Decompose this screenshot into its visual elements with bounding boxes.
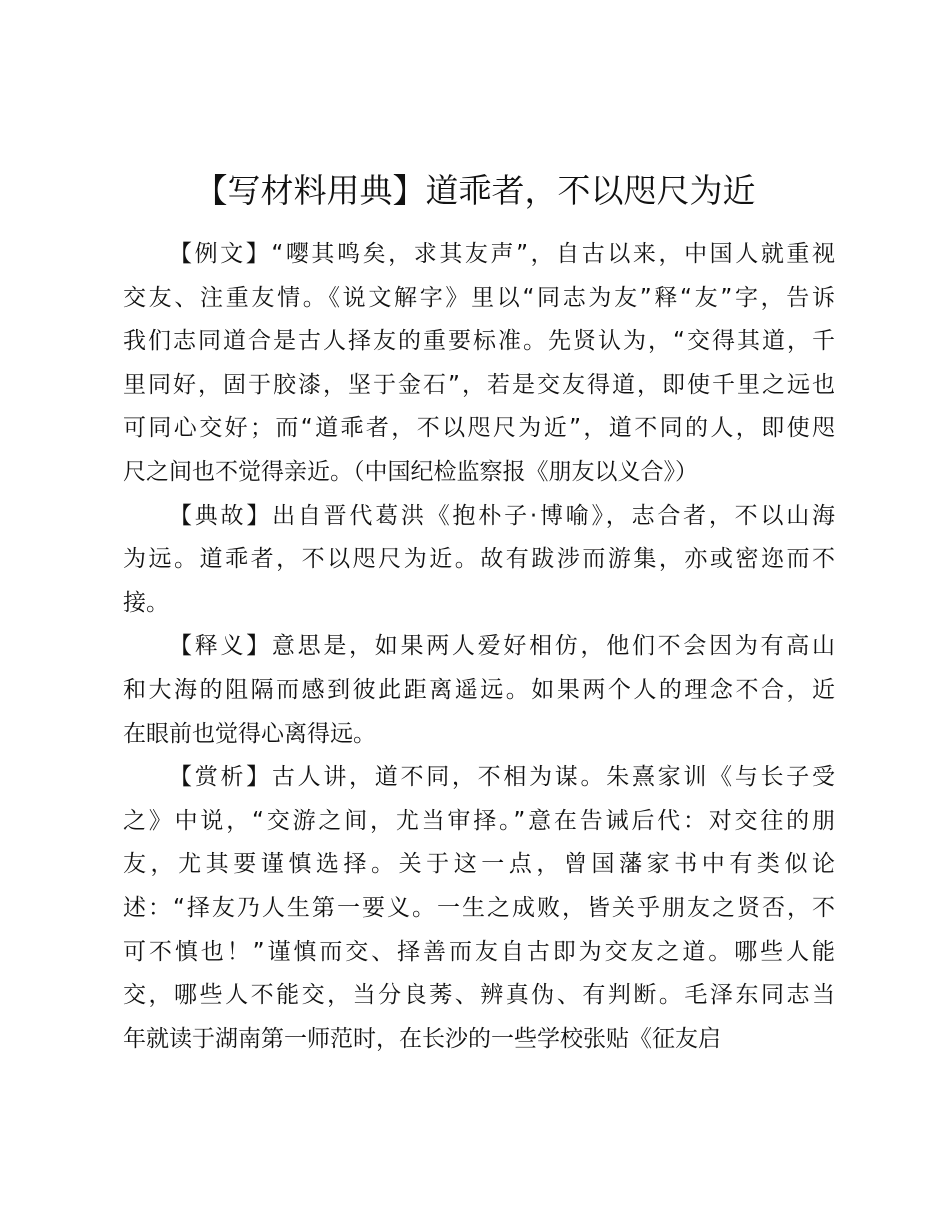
page-title: 【写材料用典】道乖者，不以咫尺为近 <box>194 171 756 210</box>
text-line: 我们志同道合是古人择友的重要标准。先贤认为，“交得其道，千 <box>123 328 835 355</box>
text-line: 【赏析】古人讲，道不同，不相为谋。朱熹家训《与长子受 <box>169 764 835 791</box>
text-line: 【释义】意思是，如果两人爱好相仿，他们不会因为有高山 <box>169 633 835 660</box>
text-line: 友，尤其要谨慎选择。关于这一点，曾国藩家书中有类似论 <box>123 851 835 878</box>
body-text <box>123 233 835 1061</box>
text-line: 年就读于湖南第一师范时，在长沙的一些学校张贴《征友启 <box>123 1025 721 1052</box>
text-line: 【例文】“嘤其鸣矣，求其友声”，自古以来，中国人就重视 <box>169 241 835 267</box>
text-line: 可不慎也！”谨慎而交、择善而友自古即为交友之道。哪些人能 <box>123 938 835 965</box>
text-line: 可同心交好；而“道乖者，不以咫尺为近”，道不同的人，即使咫 <box>123 415 835 442</box>
text-line: 交，哪些人不能交，当分良莠、辨真伪、有判断。毛泽东同志当 <box>123 982 835 1009</box>
example-paragraph <box>123 233 835 495</box>
text-line: 交友、注重友情。《说文解字》里以“同志为友”释“友”字，告诉 <box>123 284 835 311</box>
text-line: 里同好，固于胶漆，坚于金石”，若是交友得道，即使千里之远也 <box>123 371 835 398</box>
text-line: 【典故】出自晋代葛洪《抱朴子·博喻》，志合者，不以山海 <box>169 502 835 529</box>
text-line: 尺之间也不觉得亲近。（中国纪检监察报《朋友以义合》） <box>123 458 698 485</box>
text-line: 之》中说，“交游之间，尤当审择。”意在告诫后代：对交往的朋 <box>123 807 835 834</box>
text-line: 在眼前也觉得心离得远。 <box>123 720 376 747</box>
text-line: 述：“择友乃人生第一要义。一生之成败，皆关乎朋友之贤否，不 <box>123 894 835 921</box>
appreciation-paragraph <box>123 756 835 1061</box>
text-line: 接。 <box>123 589 169 616</box>
text-line: 为远。道乖者，不以咫尺为近。故有跋涉而游集，亦或密迩而不 <box>123 546 835 573</box>
text-line: 和大海的阻隔而感到彼此距离遥远。如果两个人的理念不合，近 <box>123 676 835 703</box>
meaning-paragraph <box>123 625 835 756</box>
allusion-paragraph <box>123 495 835 626</box>
